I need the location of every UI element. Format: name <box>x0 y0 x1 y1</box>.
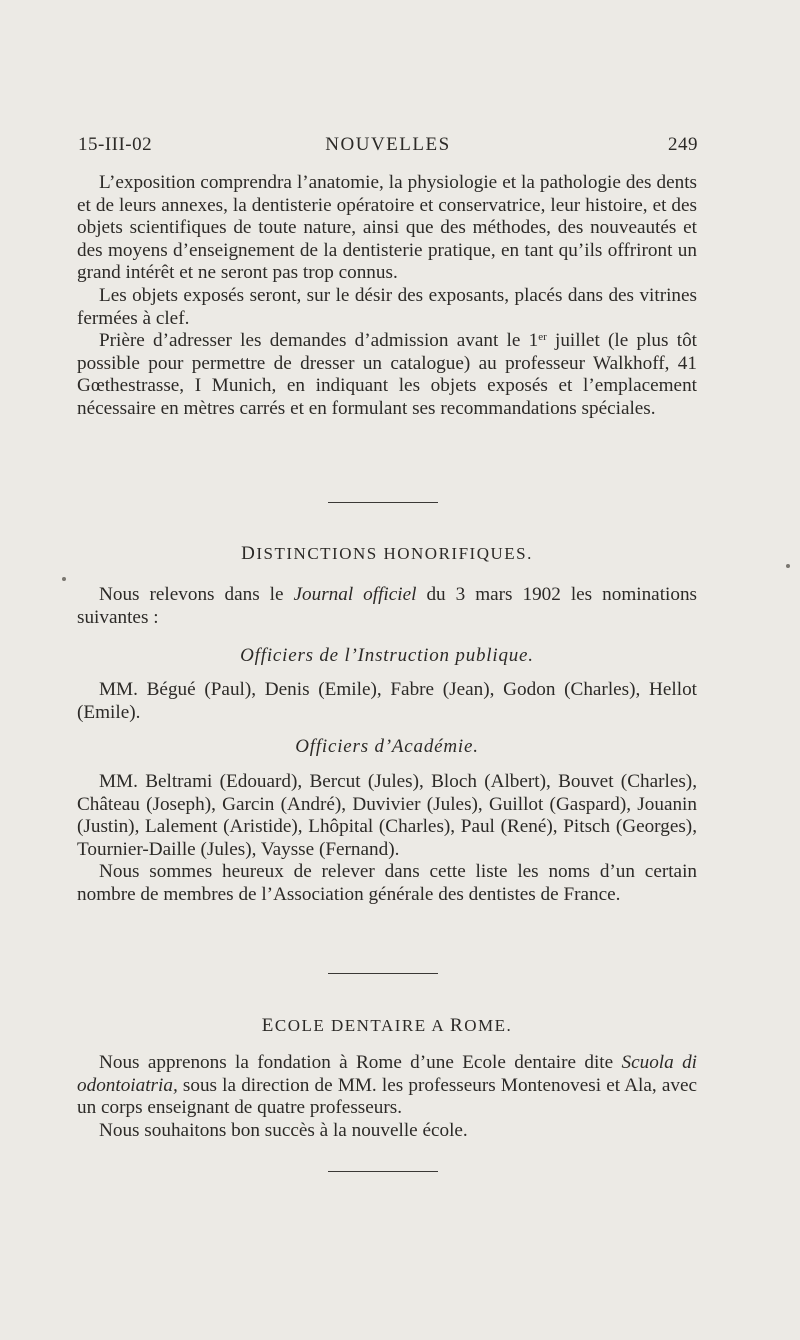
header-date: 15-III-02 <box>78 134 153 155</box>
section-ecole-rome <box>77 1052 697 1142</box>
admission-text-end: juillet (le plus tôt possible pour permettre de dresser un catalogue) au professeur Walkhoff, 41 Gœthestrasse, I Munich, en indiquant les objets exposés et l’emplacement nécessaire en mètres carrés et en formulant ses recommandations spéciales. <box>77 330 697 419</box>
print-speck <box>786 564 790 568</box>
paragraph-souhaits: Nous souhaitons bon succès à la nouvelle école. <box>99 1119 468 1141</box>
paragraph-exposition-content: L’exposition comprendra l’anatomie, la physiologie et la pathologie des dents et de leurs annexes, la dentisterie opératoire et conservatrice, leur histoire, et des objets scientifiques de toute nature, ainsi que des méthodes, des nouveautés et des moyens d’enseignement de la dentisterie pratique, en tant qu’ils offriront un grand intérêt et ne seront pas trop connus. <box>77 172 697 284</box>
names-list-academie: MM. Beltrami (Edouard), Bercut (Jules), Bloch (Albert), Bouvet (Charles), Château (Joseph), Garcin (André), Duvivier (Jules), Guillot (Gaspard), Jouanin (Justin), Lalement (Aristide), Lhôpital (Charles), Paul (René), Pitsch (Georges), Tournier-Daille (Jules), Vaysse (Fernand). <box>77 771 697 860</box>
names-list-instruction-publique: MM. Bégué (Paul), Denis (Emile), Fabre (Jean), Godon (Charles), Hellot (Emile). <box>77 679 697 723</box>
section-exposition <box>77 172 697 421</box>
print-speck <box>62 577 66 581</box>
paragraph-vitrines: Les objets exposés seront, sur le désir des exposants, placés dans des vitrines fermées à clef. <box>77 284 697 329</box>
ordinal-superscript: er <box>538 331 547 344</box>
heading-ecole-dentaire: ECOLE DENTAIRE A ROME. <box>261 1015 513 1036</box>
section-divider <box>328 502 438 503</box>
list-academie <box>77 771 697 907</box>
section-divider <box>328 1171 438 1172</box>
subheading-academie: Officiers d’Académie. <box>295 736 479 757</box>
subheading-instruction-publique: Officiers de l’Instruction publique. <box>240 645 534 666</box>
list-instruction-publique <box>77 679 697 724</box>
paragraph-admission <box>77 330 697 420</box>
section-divider <box>328 973 438 974</box>
paragraph-fondation: Nous apprenons la fondation à Rome d’une Ecole dentaire dite Scuola di odontoiatria, sous la direction de MM. les professeurs Montenovesi et Ala, avec un corps enseignant de quatre professeurs. <box>77 1052 697 1119</box>
paragraph-association: Nous sommes heureux de relever dans cette liste les noms d’un certain nombre de membres de l’Association générale des dentistes de France. <box>77 861 697 905</box>
paragraph-nominations-intro: Nous relevons dans le Journal officiel du 3 mars 1902 les nominations suivantes : <box>77 584 698 628</box>
journal-title: Journal officiel <box>293 584 417 605</box>
admission-text-start: Prière d’adresser les demandes d’admission avant le 1 <box>99 330 539 352</box>
running-header <box>78 134 698 160</box>
heading-distinctions: DISTINCTIONS HONORIFIQUES. <box>241 543 533 564</box>
header-section-title: NOUVELLES <box>325 134 451 155</box>
school-name: Scuola di odontoiatria, <box>77 1052 697 1096</box>
page-number: 249 <box>668 134 698 155</box>
distinctions-intro <box>77 584 697 629</box>
